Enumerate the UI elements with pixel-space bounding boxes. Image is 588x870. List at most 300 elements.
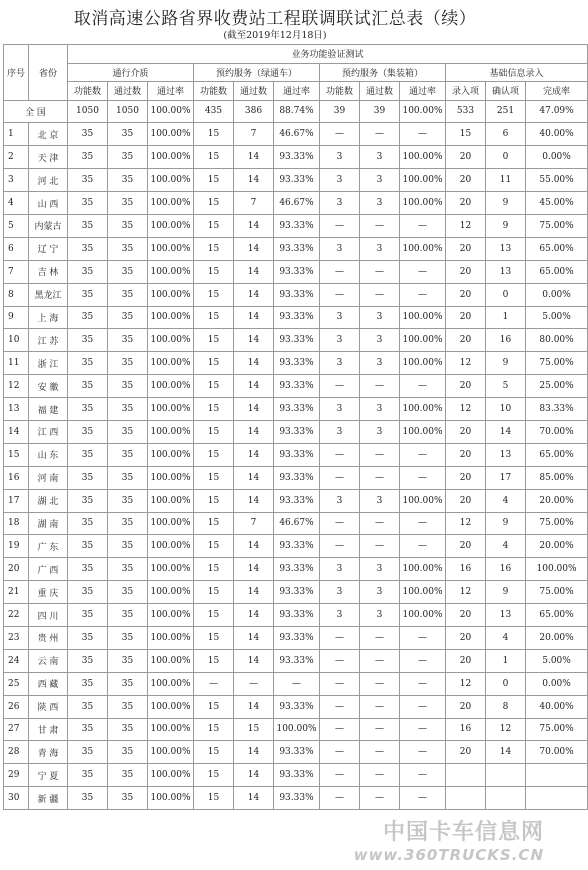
row-cell: 3 <box>360 306 400 329</box>
row-cell: — <box>400 260 446 283</box>
row-cell: 3 <box>320 489 360 512</box>
row-cell: 7 <box>234 123 274 146</box>
row-cell: 75.00% <box>526 718 588 741</box>
summary-table <box>3 44 588 810</box>
row-cell: 35 <box>108 420 148 443</box>
row-cell: 35 <box>68 741 108 764</box>
row-cell: 6 <box>486 123 526 146</box>
row-cell: 3 <box>360 329 400 352</box>
header-sub-6: 功能数 <box>320 82 360 101</box>
row-cell: 100.00% <box>148 214 194 237</box>
row-cell: — <box>320 375 360 398</box>
row-seq: 9 <box>4 306 29 329</box>
row-cell: 15 <box>194 123 234 146</box>
row-cell: 3 <box>320 604 360 627</box>
header-sub-9: 录入项 <box>446 82 486 101</box>
row-cell: — <box>320 123 360 146</box>
row-cell: 3 <box>320 558 360 581</box>
row-cell: 20 <box>446 489 486 512</box>
row-province: 江 西 <box>29 420 68 443</box>
row-cell: 93.33% <box>274 787 320 810</box>
row-cell: 15 <box>194 306 234 329</box>
row-seq: 24 <box>4 649 29 672</box>
row-cell: 100.00% <box>148 375 194 398</box>
row-cell: 93.33% <box>274 214 320 237</box>
total-cell: 100.00% <box>400 100 446 123</box>
row-cell: 100.00% <box>400 192 446 215</box>
row-cell: 100.00% <box>274 718 320 741</box>
row-cell: 15 <box>194 626 234 649</box>
row-cell: 12 <box>446 398 486 421</box>
row-cell: 3 <box>320 398 360 421</box>
row-seq: 18 <box>4 512 29 535</box>
row-seq: 13 <box>4 398 29 421</box>
header-province: 省份 <box>29 45 68 101</box>
table-row <box>4 581 588 604</box>
row-seq: 22 <box>4 604 29 627</box>
table-row <box>4 558 588 581</box>
row-cell: 15 <box>194 169 234 192</box>
row-cell: 35 <box>68 214 108 237</box>
row-cell: 35 <box>68 329 108 352</box>
row-cell: 70.00% <box>526 741 588 764</box>
row-province: 黑龙江 <box>29 283 68 306</box>
row-cell: 35 <box>68 146 108 169</box>
row-province: 山 西 <box>29 192 68 215</box>
row-cell: — <box>194 672 234 695</box>
row-cell: 93.33% <box>274 581 320 604</box>
header-section-baseinfo: 基础信息录入 <box>446 63 588 82</box>
row-cell: — <box>320 718 360 741</box>
row-cell: 35 <box>108 192 148 215</box>
row-seq: 27 <box>4 718 29 741</box>
row-cell: 15 <box>194 146 234 169</box>
row-cell: 35 <box>108 214 148 237</box>
row-cell: 75.00% <box>526 512 588 535</box>
row-cell: — <box>320 672 360 695</box>
row-cell: 93.33% <box>274 420 320 443</box>
row-cell: — <box>360 626 400 649</box>
table-row <box>4 626 588 649</box>
row-cell: — <box>400 695 446 718</box>
row-cell: 20 <box>446 695 486 718</box>
row-cell: 9 <box>486 581 526 604</box>
row-cell: 3 <box>320 192 360 215</box>
row-cell: 35 <box>68 626 108 649</box>
row-cell: 35 <box>108 535 148 558</box>
row-cell: 35 <box>68 604 108 627</box>
row-cell: 15 <box>194 741 234 764</box>
table-row <box>4 535 588 558</box>
row-cell: — <box>360 512 400 535</box>
table-row <box>4 329 588 352</box>
row-cell: 15 <box>194 558 234 581</box>
row-cell: 100.00% <box>148 512 194 535</box>
total-cell: 1050 <box>108 100 148 123</box>
row-cell: 93.33% <box>274 489 320 512</box>
row-cell: 12 <box>446 214 486 237</box>
row-cell: 7 <box>234 512 274 535</box>
row-cell: 16 <box>446 558 486 581</box>
row-cell: 100.00% <box>148 741 194 764</box>
total-cell: 39 <box>320 100 360 123</box>
row-province: 福 建 <box>29 398 68 421</box>
row-cell: 14 <box>234 352 274 375</box>
row-cell: 100.00% <box>148 169 194 192</box>
row-cell: 15 <box>194 512 234 535</box>
row-cell: 13 <box>486 237 526 260</box>
row-cell: 20 <box>446 649 486 672</box>
table-subtitle: (截至2019年12月18日) <box>223 30 327 41</box>
row-cell: 35 <box>68 695 108 718</box>
row-cell <box>486 787 526 810</box>
row-cell: 93.33% <box>274 375 320 398</box>
row-seq: 15 <box>4 443 29 466</box>
row-cell: 15 <box>194 466 234 489</box>
table-row <box>4 214 588 237</box>
row-seq: 6 <box>4 237 29 260</box>
row-cell: 3 <box>360 558 400 581</box>
row-province: 山 东 <box>29 443 68 466</box>
row-cell: 100.00% <box>148 352 194 375</box>
row-cell: 14 <box>234 283 274 306</box>
row-cell: 46.67% <box>274 192 320 215</box>
row-cell: 45.00% <box>526 192 588 215</box>
row-province: 广 西 <box>29 558 68 581</box>
total-cell: 533 <box>446 100 486 123</box>
header-sub-5: 通过率 <box>274 82 320 101</box>
header-sub-8: 通过率 <box>400 82 446 101</box>
row-cell: 35 <box>108 512 148 535</box>
row-cell: 9 <box>486 352 526 375</box>
row-cell: 93.33% <box>274 283 320 306</box>
row-cell: 35 <box>68 489 108 512</box>
table-row <box>4 512 588 535</box>
row-cell: 14 <box>234 626 274 649</box>
row-cell: 100.00% <box>148 329 194 352</box>
row-seq: 4 <box>4 192 29 215</box>
row-cell: 9 <box>486 192 526 215</box>
header-seq: 序号 <box>4 45 29 101</box>
row-cell: 20 <box>446 535 486 558</box>
row-cell: 100.00% <box>148 649 194 672</box>
row-seq: 19 <box>4 535 29 558</box>
table-row <box>4 306 588 329</box>
row-cell: 20 <box>446 146 486 169</box>
row-seq: 1 <box>4 123 29 146</box>
table-row <box>4 443 588 466</box>
row-cell: 100.00% <box>148 672 194 695</box>
row-cell: 35 <box>108 146 148 169</box>
row-cell: 12 <box>446 581 486 604</box>
row-cell: 83.33% <box>526 398 588 421</box>
row-province: 天 津 <box>29 146 68 169</box>
table-row <box>4 283 588 306</box>
row-cell: 35 <box>68 375 108 398</box>
row-cell: 35 <box>68 672 108 695</box>
row-cell: 65.00% <box>526 604 588 627</box>
header-sub-7: 通过数 <box>360 82 400 101</box>
row-cell: 14 <box>234 260 274 283</box>
row-cell: — <box>320 649 360 672</box>
row-cell: 100.00% <box>400 604 446 627</box>
row-cell <box>446 787 486 810</box>
row-cell: 55.00% <box>526 169 588 192</box>
row-cell: 20 <box>446 329 486 352</box>
row-cell: 3 <box>320 146 360 169</box>
total-cell: 1050 <box>68 100 108 123</box>
row-cell: — <box>400 123 446 146</box>
table-row <box>4 764 588 787</box>
row-cell: 100.00% <box>148 558 194 581</box>
row-cell: — <box>400 626 446 649</box>
row-cell: 20.00% <box>526 489 588 512</box>
row-cell: 14 <box>234 146 274 169</box>
row-cell: 0.00% <box>526 283 588 306</box>
row-cell: 3 <box>320 581 360 604</box>
row-cell: 14 <box>234 466 274 489</box>
row-cell <box>526 787 588 810</box>
row-cell: 100.00% <box>400 398 446 421</box>
row-cell: 3 <box>320 352 360 375</box>
row-cell: 20 <box>446 443 486 466</box>
row-cell: 14 <box>234 398 274 421</box>
row-cell: 100.00% <box>400 169 446 192</box>
row-cell: 15 <box>194 604 234 627</box>
row-cell: 35 <box>108 466 148 489</box>
row-seq: 25 <box>4 672 29 695</box>
row-cell: — <box>360 741 400 764</box>
row-cell: 35 <box>108 787 148 810</box>
row-cell: 35 <box>108 604 148 627</box>
total-cell: 47.09% <box>526 100 588 123</box>
row-cell: 3 <box>320 329 360 352</box>
row-cell: — <box>360 535 400 558</box>
table-row <box>4 375 588 398</box>
row-cell: 35 <box>108 306 148 329</box>
row-cell: 3 <box>360 489 400 512</box>
row-cell: 14 <box>234 764 274 787</box>
row-cell: 15 <box>194 192 234 215</box>
row-cell: 35 <box>108 329 148 352</box>
row-cell: — <box>400 787 446 810</box>
row-cell: 3 <box>360 581 400 604</box>
row-cell: 100.00% <box>400 237 446 260</box>
table-row <box>4 123 588 146</box>
row-cell: 35 <box>68 718 108 741</box>
header-group: 业务功能验证测试 <box>68 45 588 64</box>
row-cell: 13 <box>486 260 526 283</box>
row-seq: 5 <box>4 214 29 237</box>
row-cell: — <box>400 764 446 787</box>
row-seq: 29 <box>4 764 29 787</box>
row-cell: 70.00% <box>526 420 588 443</box>
row-cell: 0.00% <box>526 672 588 695</box>
row-cell: — <box>320 764 360 787</box>
row-cell: 14 <box>234 741 274 764</box>
table-row <box>4 787 588 810</box>
header-sub-11: 完成率 <box>526 82 588 101</box>
row-cell: — <box>360 443 400 466</box>
row-cell: 100.00% <box>148 535 194 558</box>
row-cell: 15 <box>194 787 234 810</box>
row-province: 重 庆 <box>29 581 68 604</box>
row-cell: 20 <box>446 375 486 398</box>
row-cell: — <box>360 787 400 810</box>
row-cell: — <box>360 260 400 283</box>
row-cell: — <box>400 512 446 535</box>
row-seq: 7 <box>4 260 29 283</box>
row-cell: 35 <box>68 237 108 260</box>
row-province: 江 苏 <box>29 329 68 352</box>
row-cell: 1 <box>486 306 526 329</box>
row-province: 安 徽 <box>29 375 68 398</box>
row-cell: — <box>360 695 400 718</box>
row-cell: 15 <box>194 764 234 787</box>
row-cell: 93.33% <box>274 352 320 375</box>
table-row <box>4 649 588 672</box>
row-province: 上 海 <box>29 306 68 329</box>
row-cell: 35 <box>108 260 148 283</box>
row-cell: 35 <box>68 558 108 581</box>
row-seq: 11 <box>4 352 29 375</box>
row-cell: 100.00% <box>148 718 194 741</box>
row-cell: 25.00% <box>526 375 588 398</box>
row-cell: — <box>274 672 320 695</box>
row-cell: 15 <box>194 237 234 260</box>
row-cell: 75.00% <box>526 581 588 604</box>
row-cell: 93.33% <box>274 398 320 421</box>
row-cell: 15 <box>194 420 234 443</box>
row-cell: 20 <box>446 626 486 649</box>
row-cell: 80.00% <box>526 329 588 352</box>
row-cell: 35 <box>108 718 148 741</box>
row-province: 陕 西 <box>29 695 68 718</box>
table-row <box>4 695 588 718</box>
row-cell: 15 <box>194 489 234 512</box>
row-cell: 20.00% <box>526 535 588 558</box>
row-cell: — <box>400 375 446 398</box>
row-cell: 100.00% <box>148 192 194 215</box>
row-cell: — <box>360 649 400 672</box>
row-cell: 35 <box>68 169 108 192</box>
row-cell: 35 <box>108 558 148 581</box>
row-cell: 35 <box>108 283 148 306</box>
row-cell: 100.00% <box>400 420 446 443</box>
total-cell: 100.00% <box>148 100 194 123</box>
row-cell: 3 <box>360 146 400 169</box>
row-cell <box>526 764 588 787</box>
row-cell: — <box>360 214 400 237</box>
row-cell <box>486 764 526 787</box>
row-cell: 35 <box>68 649 108 672</box>
row-cell: — <box>320 626 360 649</box>
table-row <box>4 169 588 192</box>
row-cell: — <box>360 764 400 787</box>
row-cell: — <box>320 512 360 535</box>
row-cell: 14 <box>234 787 274 810</box>
row-cell: 35 <box>108 352 148 375</box>
row-cell: 35 <box>68 123 108 146</box>
row-cell: 20 <box>446 237 486 260</box>
table-row <box>4 489 588 512</box>
row-cell: 3 <box>360 420 400 443</box>
row-cell: 93.33% <box>274 649 320 672</box>
row-cell: 40.00% <box>526 695 588 718</box>
row-cell: 65.00% <box>526 443 588 466</box>
row-cell: 93.33% <box>274 443 320 466</box>
row-cell: 35 <box>68 581 108 604</box>
row-cell: 35 <box>68 443 108 466</box>
row-cell: 35 <box>108 489 148 512</box>
row-seq: 23 <box>4 626 29 649</box>
row-cell: — <box>400 741 446 764</box>
row-cell: 35 <box>68 260 108 283</box>
row-cell: — <box>360 123 400 146</box>
row-cell: 20 <box>446 260 486 283</box>
total-cell: 435 <box>194 100 234 123</box>
row-cell: 100.00% <box>148 146 194 169</box>
table-row <box>4 260 588 283</box>
row-cell: 85.00% <box>526 466 588 489</box>
header-sub-1: 通过数 <box>108 82 148 101</box>
row-cell: — <box>400 649 446 672</box>
row-cell: 100.00% <box>148 764 194 787</box>
row-seq: 10 <box>4 329 29 352</box>
row-cell: 14 <box>234 443 274 466</box>
row-cell: 100.00% <box>148 787 194 810</box>
row-cell: 3 <box>360 398 400 421</box>
row-cell: 75.00% <box>526 214 588 237</box>
row-province: 甘 肃 <box>29 718 68 741</box>
row-cell: 3 <box>360 604 400 627</box>
row-cell: 100.00% <box>148 283 194 306</box>
row-cell: 35 <box>68 764 108 787</box>
row-seq: 17 <box>4 489 29 512</box>
row-province: 宁 夏 <box>29 764 68 787</box>
row-cell: 0.00% <box>526 146 588 169</box>
row-cell: — <box>400 672 446 695</box>
header-sub-2: 通过率 <box>148 82 194 101</box>
header-section-medium: 通行介质 <box>68 63 194 82</box>
row-cell: 17 <box>486 466 526 489</box>
row-cell: 100.00% <box>148 306 194 329</box>
row-seq: 20 <box>4 558 29 581</box>
row-cell: 0 <box>486 672 526 695</box>
row-cell: 93.33% <box>274 558 320 581</box>
row-cell: 35 <box>108 672 148 695</box>
row-province: 四 川 <box>29 604 68 627</box>
total-cell: 88.74% <box>274 100 320 123</box>
row-cell: 93.33% <box>274 741 320 764</box>
row-cell: 14 <box>234 306 274 329</box>
row-cell: 65.00% <box>526 260 588 283</box>
row-cell: 16 <box>486 329 526 352</box>
row-cell: 4 <box>486 535 526 558</box>
row-cell: 10 <box>486 398 526 421</box>
row-cell: 20 <box>446 169 486 192</box>
row-cell: 100.00% <box>400 146 446 169</box>
row-province: 河 北 <box>29 169 68 192</box>
row-cell: 0 <box>486 146 526 169</box>
row-province: 青 海 <box>29 741 68 764</box>
row-province: 浙 江 <box>29 352 68 375</box>
row-cell: 93.33% <box>274 604 320 627</box>
row-seq: 16 <box>4 466 29 489</box>
table-row <box>4 146 588 169</box>
row-cell: 14 <box>234 695 274 718</box>
row-cell: 93.33% <box>274 626 320 649</box>
